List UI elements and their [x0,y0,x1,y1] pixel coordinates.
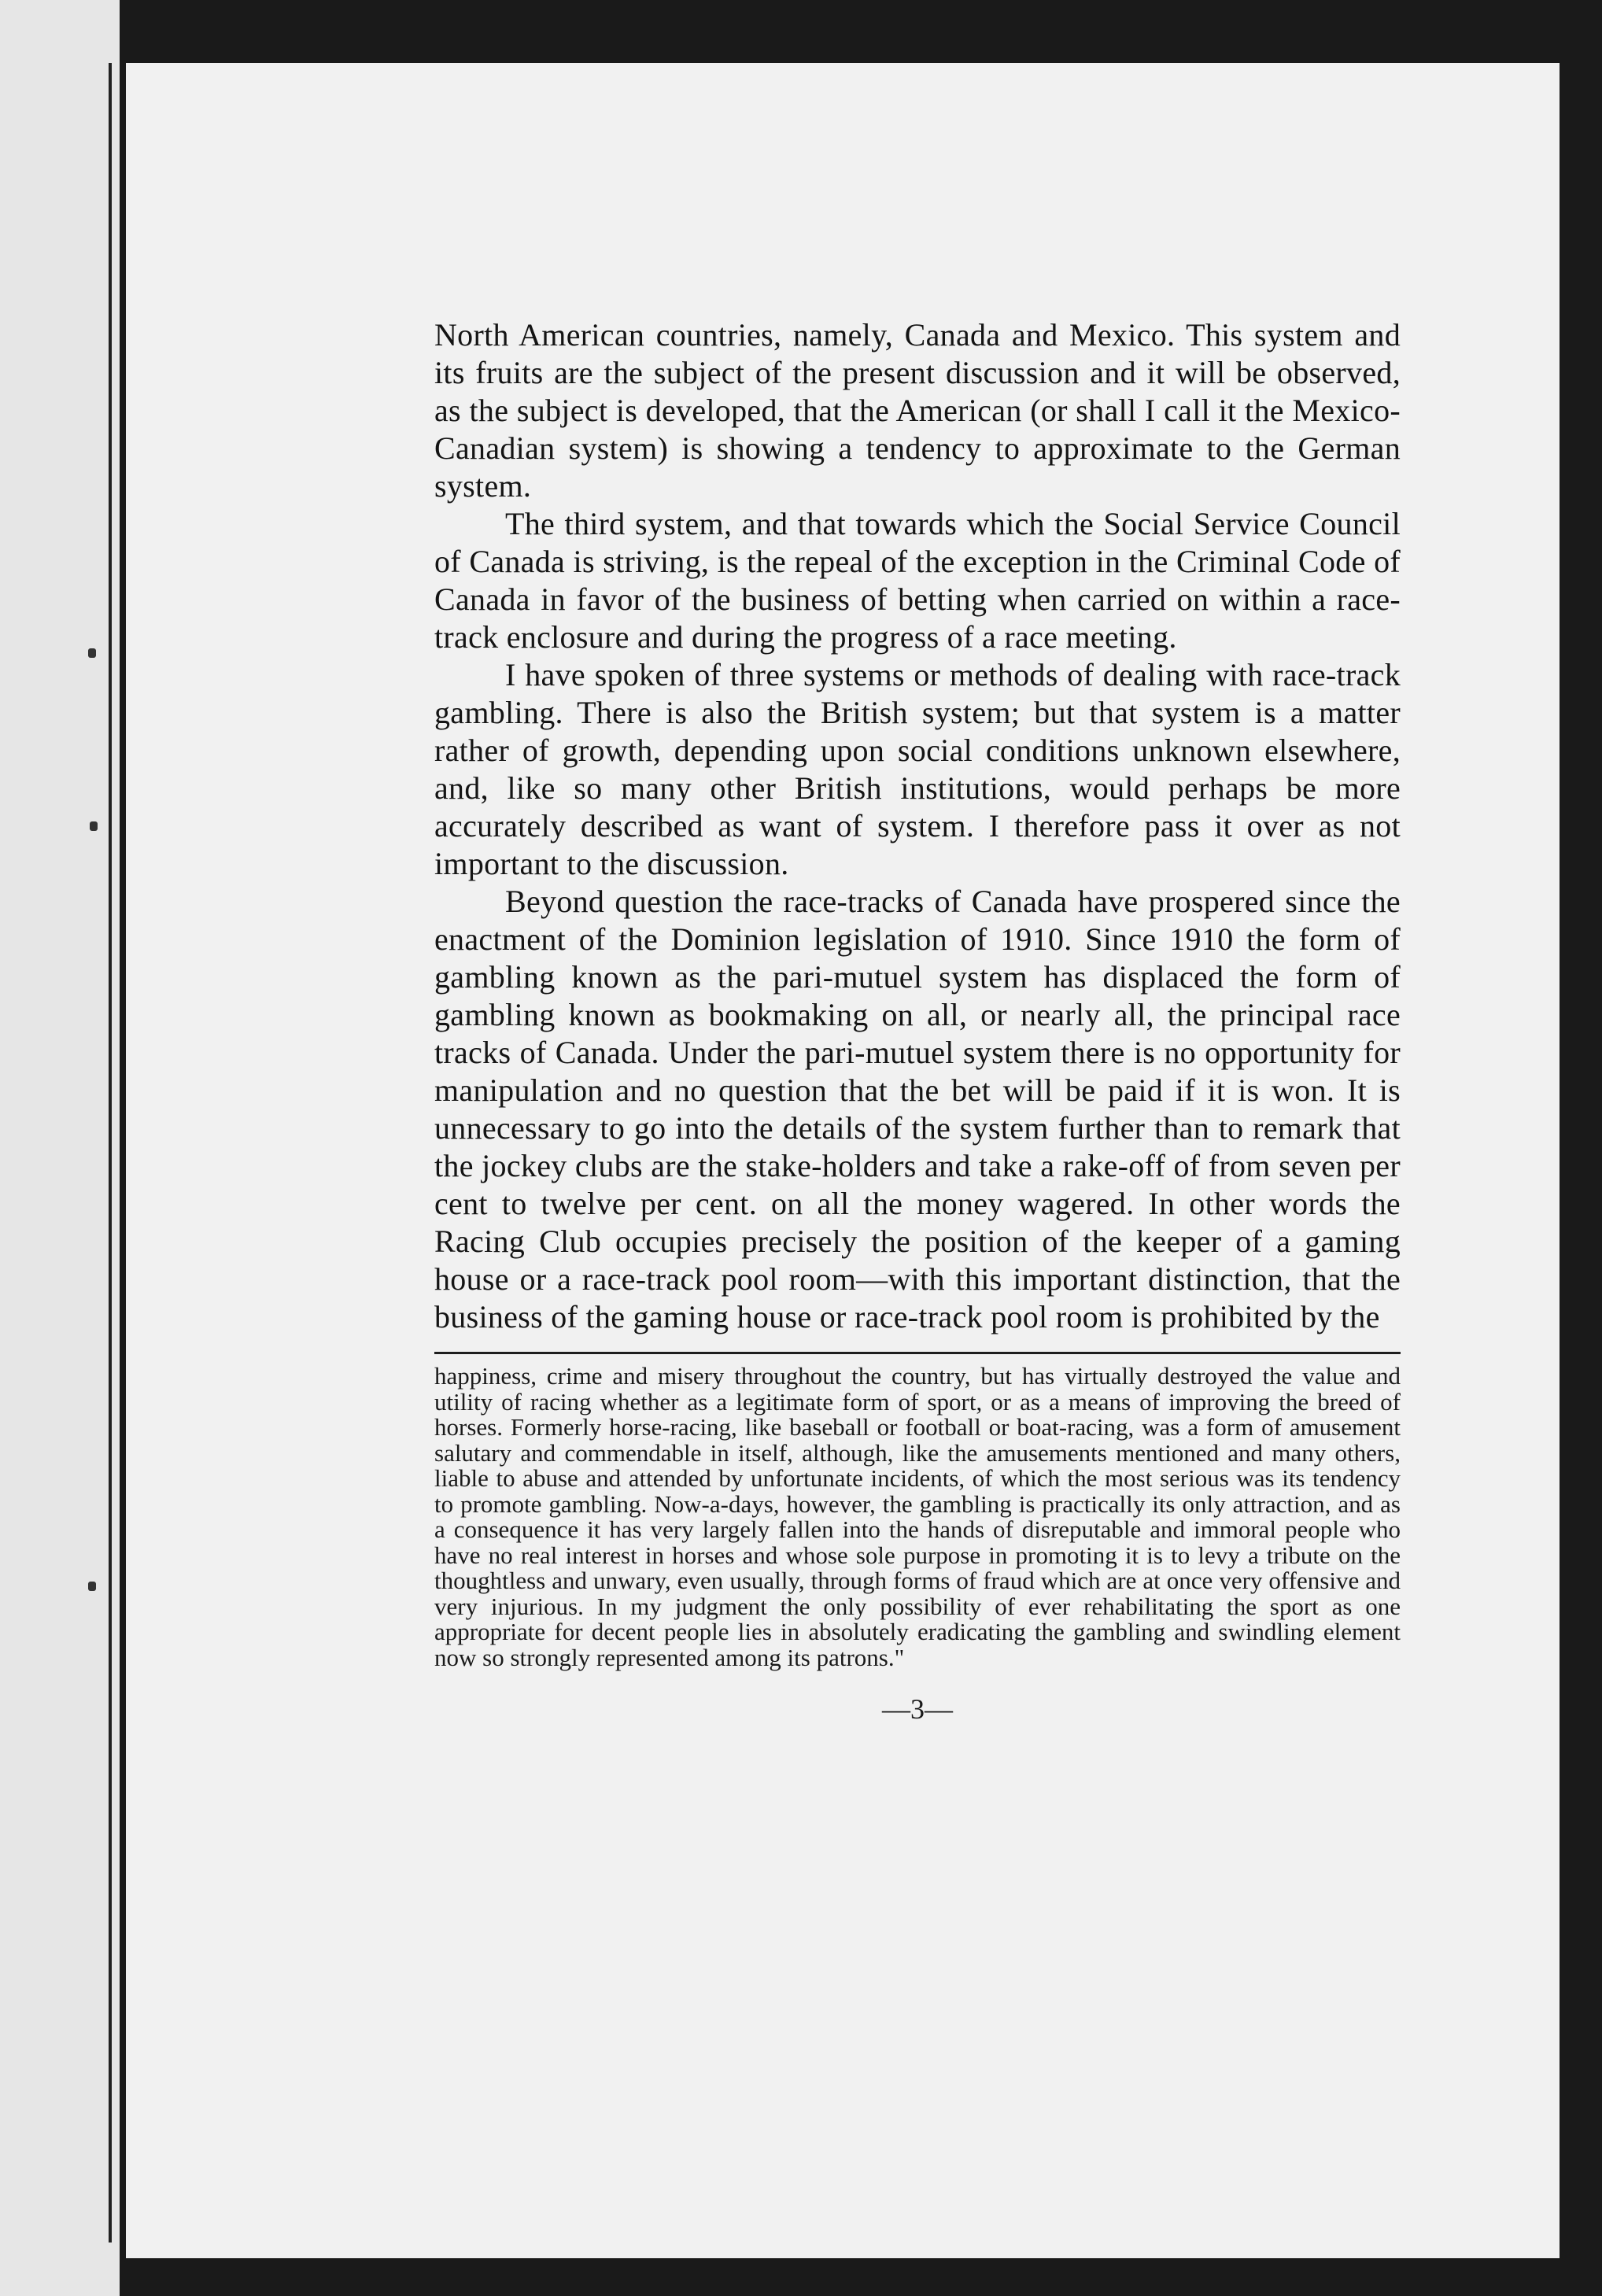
page-content [434,316,1401,1726]
footnote-divider [434,1352,1401,1354]
scan-speck [88,1582,96,1591]
page-number: —3— [882,1693,953,1725]
paragraph: North American countries, namely, Canada and Mexico. This system and its fruits are the subject of the present discussion and it will be observed, as the subject is developed, that the American (or shall I call it the Mexico-Canadian system) is showing a tendency to approximate to the German system. [434,317,1401,504]
footnote: happiness, crime and misery throughout the country, but has virtually destroyed the value and utility of racing whether as a legitimate form of sport, or as a means of improving the breed of horses. Formerly horse-racing, like baseball or football or boat-racing, was a form of amusement salutary and commendable in itself, although, like the amusements mentioned and many others, liable to abuse and attended by unfortunate incidents, of which the most serious was its tendency to promote gambling. Now-a-days, however, the gambling is practically its only attraction, and as a consequence it has very largely fallen into the hands of disreputable and immoral people who have no real interest in horses and whose sole purpose in promoting it is to levy a tribute on the thoughtless and unwary, even usually, through forms of fraud which are at once very offensive and very injurious. In my judgment the only possibility of ever rehabilitating the sport as one appropriate for decent people lies in absolutely eradicating the gambling and swindling element now so strongly represented among its patrons." [434,1362,1401,1671]
scan-speck [90,821,98,831]
scan-speck [88,648,96,658]
body-text [434,316,1401,1336]
paragraph: I have spoken of three systems or methods of dealing with race-track gambling. There is also the British system; but that system is a matter rather of growth, depending upon social conditions unknown elsewhere, and, like so many other British institutions, would perhaps be more accurately described as want of system. I therefore pass it over as not important to the discussion. [434,657,1401,881]
previous-page-edge [0,0,120,2296]
document-page [126,63,1560,2258]
paragraph: The third system, and that towards which the Social Service Council of Canada is striving, is the repeal of the exception in the Criminal Code of Canada in favor of the business of betting when carried on within a race-track enclosure and during the progress of a race meeting. [434,506,1401,655]
binding-gutter-line [109,63,112,2242]
paragraph: Beyond question the race-tracks of Canada have prospered since the enactment of the Dominion legislation of 1910. Since 1910 the form of gambling known as the pari-mutuel system has displaced the form of gambling known as bookmaking on all, or nearly all, the principal race tracks of Canada. Under the pari-mutuel system there is no opportunity for manipulation and no question that the bet will be paid if it is won. It is unnecessary to go into the details of the system further than to remark that the jockey clubs are the stake-holders and take a rake-off of from seven per cent to twelve per cent. on all the money wagered. In other words the Racing Club occupies precisely the position of the keeper of a gaming house or a race-track pool room—with this important distinction, that the business of the gaming house or race-track pool room is prohibited by the [434,884,1401,1334]
